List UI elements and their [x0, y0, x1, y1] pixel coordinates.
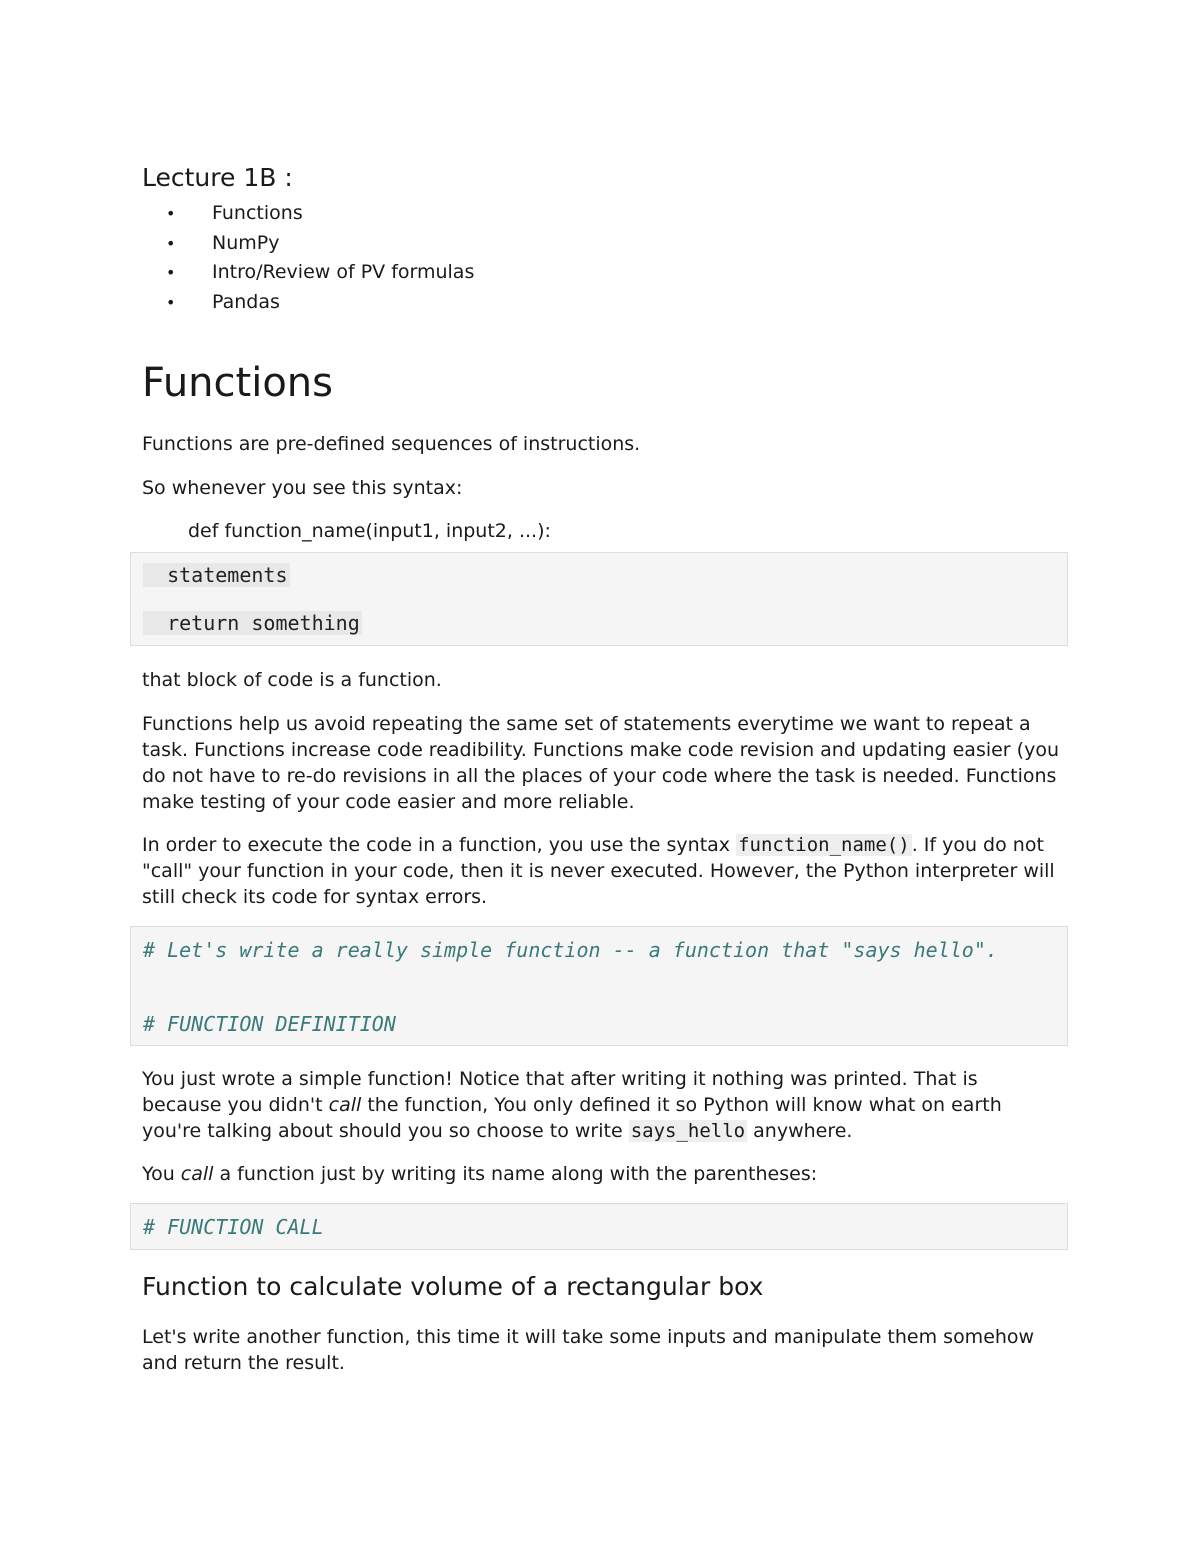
inline-code: function_name()	[738, 834, 910, 856]
block-is-function-paragraph: that block of code is a function.	[142, 669, 442, 691]
bullet-icon: •	[166, 204, 176, 223]
code-comment: # FUNCTION DEFINITION	[143, 1012, 396, 1036]
execute-paragraph: In order to execute the code in a function, you use the syntax function_name() . If you do not "call" your function in your code, then it is never executed. However, the Python interpreter will still check its code for syntax errors.	[142, 834, 1055, 908]
code-line: statements	[143, 563, 288, 587]
bullet-icon: •	[166, 263, 176, 282]
topic-list	[142, 199, 474, 317]
list-item: • Functions	[142, 199, 474, 229]
section-heading: Functions	[142, 360, 333, 406]
lecture-title: Lecture 1B :	[142, 163, 293, 192]
bullet-icon: •	[166, 233, 176, 253]
wrote-function-paragraph: You just wrote a simple function! Notice that after writing it nothing was printed. That is because you didn't call the function, You only defined it so Python will know what on earth you're talking about should you so choose to write says_hello anywhere.	[142, 1068, 1002, 1142]
hello-code-block	[130, 926, 1068, 1046]
bullet-icon: •	[166, 292, 176, 312]
inline-code: says_hello	[630, 1120, 746, 1142]
code-comment: # FUNCTION CALL	[143, 1215, 324, 1239]
syntax-code-block	[130, 552, 1068, 646]
benefits-paragraph: Functions help us avoid repeating the same set of statements everytime we want to repeat a task. Functions increase code readibility. Functions make code revision and updating easier (you do not have to re-do revisions in all the places of your code where the task is needed. Functions make testing of your code easier and more reliable.	[142, 713, 1059, 813]
code-comment: # Let's write a really simple function -- a function that "says hello".	[143, 938, 998, 962]
call-code-block	[130, 1203, 1068, 1250]
list-item: • NumPy	[142, 229, 474, 259]
syntax-lead-paragraph: So whenever you see this syntax:	[142, 477, 463, 499]
call-paragraph: You call a function just by writing its name along with the parentheses:	[142, 1163, 818, 1185]
list-item: • Intro/Review of PV formulas	[142, 258, 474, 288]
def-line: def function_name(input1, input2, ...):	[188, 520, 551, 542]
another-function-paragraph: Let's write another function, this time it will take some inputs and manipulate them somehow and return the result.	[142, 1326, 1035, 1374]
code-line: return something	[143, 611, 360, 635]
intro-paragraph: Functions are pre-defined sequences of instructions.	[142, 433, 641, 455]
subheading: Function to calculate volume of a rectangular box	[142, 1272, 764, 1301]
list-item: • Pandas	[142, 288, 474, 318]
